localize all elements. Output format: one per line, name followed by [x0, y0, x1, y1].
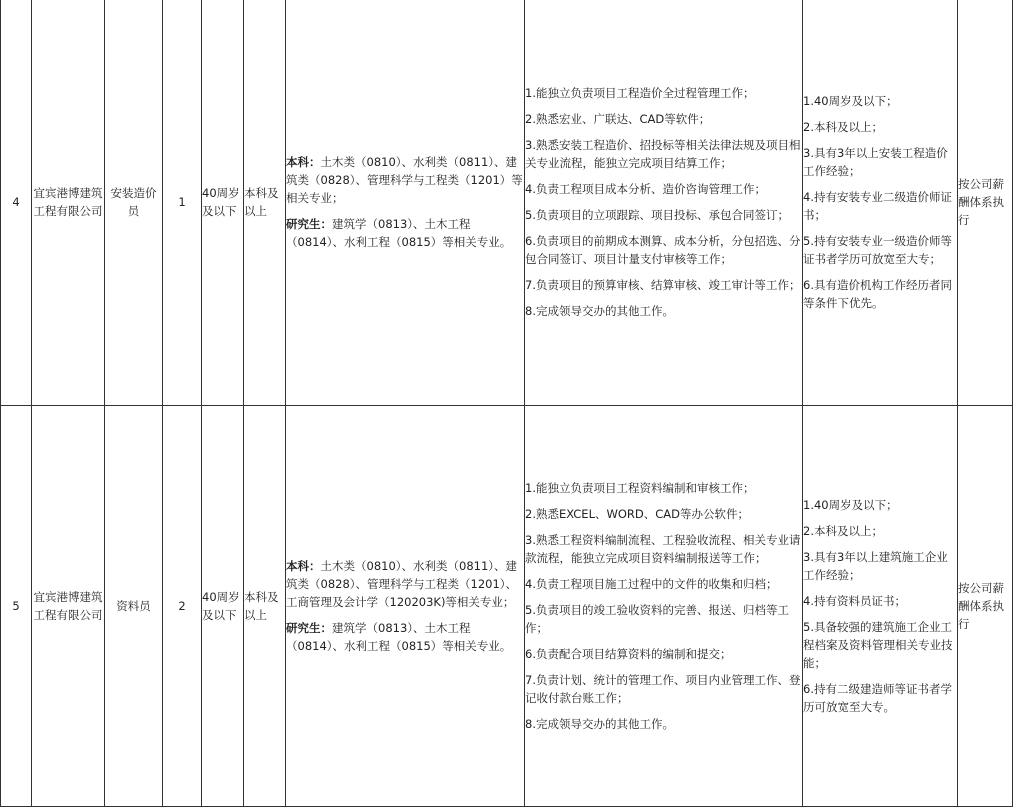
duty-item: 8.完成领导交办的其他工作。 — [525, 303, 674, 318]
major-graduate: 研究生：建筑学（0813）、土木工程（0814）、水利工程（0815）等相关专业。 — [286, 621, 512, 653]
duty-item: 2.熟悉EXCEL、WORD、CAD等办公软件； — [525, 507, 750, 521]
company-name: 宜宾港博建筑工程有限公司 — [32, 406, 105, 807]
duty-item: 2.熟悉宏业、广联达、CAD等软件； — [525, 111, 711, 126]
job-requirements — [803, 0, 958, 406]
duty-item: 7.负责计划、统计的管理工作、项目内业管理工作、登记收付款台账工作； — [525, 673, 801, 705]
salary-policy: 按公司薪酬体系执行 — [958, 0, 1013, 406]
salary-policy: 按公司薪酬体系执行 — [958, 406, 1013, 807]
requirement-item: 3.具有3年以上建筑施工企业工作经验； — [803, 550, 948, 582]
requirement-item: 2.本科及以上； — [803, 119, 883, 134]
duty-item: 5.负责项目的立项跟踪、项目投标、承包合同签订； — [525, 207, 789, 222]
headcount: 1 — [163, 0, 202, 406]
row-number: 4 — [1, 0, 32, 406]
major-requirements — [286, 0, 525, 406]
position-name: 资料员 — [105, 406, 163, 807]
duty-item: 3.熟悉安装工程造价、招投标等相关法律法规及项目相关专业流程，能独立完成项目结算工作； — [525, 137, 801, 170]
headcount: 2 — [163, 406, 202, 807]
requirement-item: 5.持有安装专业一级造价师等证书者学历可放宽至大专； — [803, 233, 952, 266]
duty-item: 6.负责配合项目结算资料的编制和提交； — [525, 647, 732, 661]
major-undergrad: 本科：土木类（0810）、水利类（0811）、建筑类（0828）、管理科学与工程类（1201）等相关专业； — [286, 154, 523, 205]
major-graduate: 研究生：建筑学（0813）、土木工程（0814）、水利工程（0815）等相关专业。 — [286, 216, 512, 249]
age-limit: 40周岁及以下 — [202, 406, 244, 807]
requirement-item: 5.具备较强的建筑施工企业工程档案及资料管理相关专业技能； — [803, 620, 953, 670]
education-level: 本科及以上 — [244, 0, 286, 406]
position-name: 安装造价员 — [105, 0, 163, 406]
row-number: 5 — [1, 406, 32, 807]
education-level: 本科及以上 — [244, 406, 286, 807]
job-duties — [525, 0, 803, 406]
duty-item: 6.负责项目的前期成本测算、成本分析，分包招选、分包合同签订、项目计量支付审核等工作； — [525, 233, 801, 266]
duty-item: 4.负责工程项目施工过程中的文件的收集和归档； — [525, 577, 778, 591]
table-row — [1, 0, 1013, 406]
job-requirements — [803, 406, 958, 807]
duty-item: 7.负责项目的预算审核、结算审核、竣工审计等工作； — [525, 277, 801, 292]
major-requirements — [286, 406, 525, 807]
requirement-item: 4.持有资料员证书； — [803, 594, 906, 608]
duty-item: 1.能独立负责项目工程资料编制和审核工作； — [525, 481, 755, 495]
requirement-item: 6.具有造价机构工作经历者同等条件下优先。 — [803, 277, 952, 310]
company-name: 宜宾港博建筑工程有限公司 — [32, 0, 105, 406]
age-limit: 40周岁及以下 — [202, 0, 244, 406]
table-row — [1, 406, 1013, 807]
duty-item: 8.完成领导交办的其他工作。 — [525, 717, 674, 731]
requirement-item: 3.具有3年以上安装工程造价工作经验； — [803, 145, 948, 178]
job-duties — [525, 406, 803, 807]
duty-item: 5.负责项目的竣工验收资料的完善、报送、归档等工作； — [525, 603, 789, 635]
requirement-item: 4.持有安装专业二级造价师证书； — [803, 189, 952, 222]
requirement-item: 2.本科及以上； — [803, 524, 883, 538]
requirement-item: 1.40周岁及以下； — [803, 93, 898, 108]
requirement-item: 1.40周岁及以下； — [803, 498, 898, 512]
duty-item: 4.负责工程项目成本分析、造价咨询管理工作； — [525, 181, 766, 196]
duty-item: 1.能独立负责项目工程造价全过程管理工作； — [525, 85, 755, 100]
duty-item: 3.熟悉工程资料编制流程、工程验收流程、相关专业请款流程，能独立完成项目资料编制报送等工作； — [525, 533, 801, 565]
major-undergrad: 本科：土木类（0810）、水利类（0811）、建筑类（0828）、管理科学与工程类（1201）、工商管理及会计学（120203K)等相关专业； — [286, 559, 518, 609]
requirement-item: 6.持有二级建造师等证书者学历可放宽至大专。 — [803, 682, 952, 714]
